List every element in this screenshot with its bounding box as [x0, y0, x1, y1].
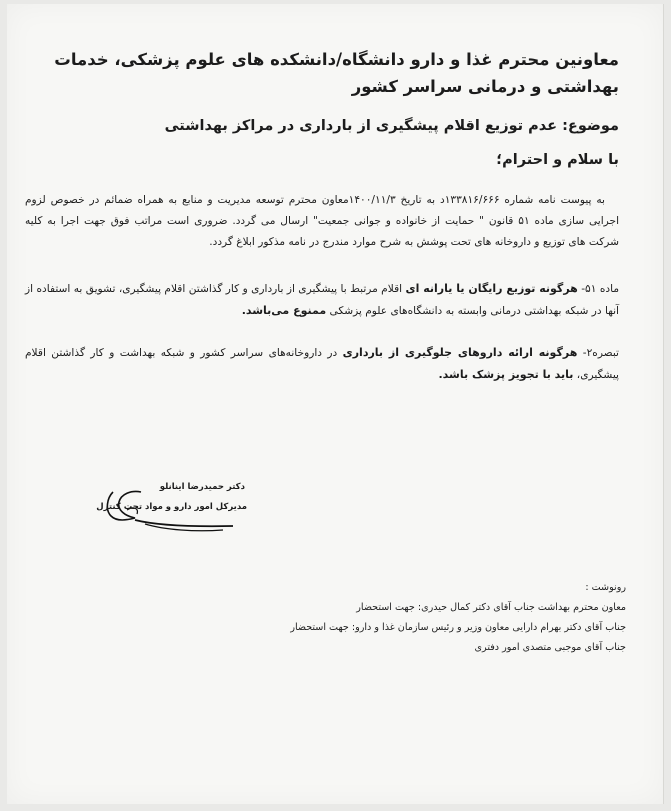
copies-list	[7, 578, 626, 658]
signatory-name: دکتر حمیدرضا اینانلو	[159, 482, 245, 492]
article-51-prefix: ماده ۵۱-	[577, 283, 619, 295]
paragraph-intro-line1: به پیوست نامه شماره ۱۳۳۸۱۶/۶۶۶د به تاریخ ۱۴۰۰/۱۱/۳معاون محترم توسعه مدیریت و منابع به همراه ضمائم در	[89, 194, 606, 206]
signatory-title: مدیرکل امور دارو و مواد تحت کنترل	[96, 502, 247, 512]
article-51-text: اقلام مرتبط با پیشگیری از بارداری و کار گذاشتن اقلام پیشگیری، تشویق به استفاده از آنها در شبکه بهداشتی درمانی وابسته به دانشگاه‌های علوم پزشکی	[25, 283, 619, 317]
note-2-bold-phrase: هرگونه ارائه داروهای جلوگیری از بارداری	[342, 346, 578, 359]
letter-subject: موضوع: عدم توزیع اقلام پیشگیری از بارداری در مراکز بهداشتی	[164, 118, 619, 134]
paragraph-note-2	[25, 342, 619, 386]
signature-block	[96, 480, 247, 540]
paragraph-intro	[25, 190, 619, 253]
letter-page	[7, 4, 664, 804]
note-2-prescription: باید با تجویز پزشک باشد.	[438, 368, 574, 381]
copy-recipient-1: معاون محترم بهداشت جناب آقای دکتر کمال حیدری: جهت استحضار	[356, 602, 626, 613]
letter-addressee: معاونین محترم غذا و دارو دانشگاه/دانشکده های علوم پزشکی، خدمات بهداشتی و درمانی سراسر کشور	[54, 50, 619, 96]
note-2-text: در داروخانه‌های سراسر کشور و شبکه بهداشت و کار گذاشتن اقلام پیشگیری،	[25, 347, 619, 381]
paragraph-article-51	[25, 278, 619, 322]
article-51-prohibited: ممنوع می‌باشد.	[241, 304, 327, 317]
copy-recipient-3: جناب آقای موجبی متصدی امور دفتری	[474, 642, 626, 653]
letter-greeting: با سلام و احترام؛	[496, 152, 619, 168]
copy-recipient-2: جناب آقای دکتر بهرام دارایی معاون وزیر و رئیس سازمان غذا و دارو: جهت استحضار	[290, 622, 626, 633]
paragraph-intro-line2: خصوص لزوم اجرایی سازی ماده ۵۱ قانون " حمایت از خانواده و جوانی جمعیت" ارسال می گردد. ضروری است مراتب فوق جهت	[25, 194, 620, 227]
paragraph-intro-line3: اجرا به کلیه شرکت های توزیع و داروخانه های تحت پوشش به شرح موارد مندرج در نامه مذکور ابلاغ گردد.	[25, 215, 619, 248]
copies-heading: رونوشت :	[585, 582, 626, 593]
note-2-prefix: تبصره۲-	[577, 347, 619, 359]
article-51-bold-phrase: هرگونه توزیع رایگان یا یارانه ای	[405, 282, 578, 295]
